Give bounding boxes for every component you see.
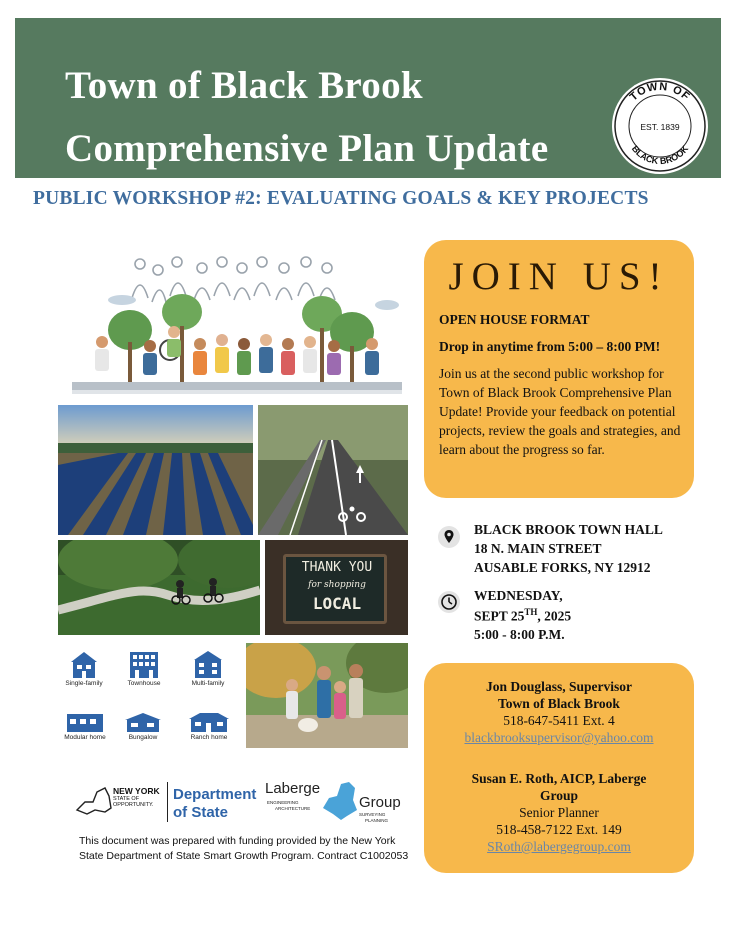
contact-2-title: Senior Planner [519,805,599,820]
laberge-logo-sub-3: SURVEYING [359,812,386,817]
modular-home-icon [66,712,104,732]
contact-1-name: Jon Douglass, Supervisor [486,679,632,694]
housing-label: Ranch home [190,734,228,741]
bungalow-icon [123,712,163,732]
laberge-logo-sub-2: ARCHITECTURE [275,806,311,811]
drop-in-hours: Drop in anytime from 5:00 – 8:00 PM! [439,339,661,354]
community-illustration [62,250,408,400]
event-day: WEDNESDAY, [474,588,563,603]
funding-note: This document was prepared with funding provided by the New York State Department of State Smart Growth Program. Contract C1002053 [79,835,409,862]
join-us-title: JOIN US! [448,255,670,298]
event-date [474,607,571,625]
ny-logo-line-2: STATE OF [113,796,140,802]
open-house-format: OPEN HOUSE FORMAT [439,312,590,327]
laberge-logo-sub-1: ENGINEERING [267,800,299,805]
dos-logo-line-1: Department [173,786,257,803]
ny-logo-line-1: NEW YORK [113,786,160,796]
housing-ranch [184,712,234,741]
sponsor-logos [75,780,415,824]
seal-top-text: TOWN OF [627,80,693,104]
solar-field-photo [58,405,253,535]
bike-lane-photo [258,405,408,535]
location-city: AUSABLE FORKS, NY 12912 [474,560,651,575]
clock-icon [438,591,460,613]
title-line-1: Town of Black Brook [65,64,423,107]
contacts-box [424,663,694,873]
town-seal [610,76,710,176]
multi-family-house-icon [192,650,224,678]
trail-cyclists-photo [58,540,260,635]
seal-bottom-text: BLACK BROOK [629,143,691,167]
housing-label: Single-family [65,680,103,687]
housing-bungalow [118,712,168,741]
townhouse-icon [128,650,160,678]
dos-logo-line-2: of State [173,804,229,821]
sign-line-2: for shopping [308,580,366,590]
seal-est-text: EST. 1839 [640,122,680,132]
ranch-home-icon [188,712,230,732]
location-street: 18 N. MAIN STREET [474,541,602,556]
contact-1-phone: 518-647-5411 Ext. 4 [503,713,615,728]
housing-label: Modular home [64,734,106,741]
join-us-box [424,240,694,498]
new-york-state-map-icon [75,786,113,816]
contact-2-name: Susan E. Roth, AICP, Laberge [471,771,647,786]
sign-line-3: LOCAL [312,594,362,613]
workshop-subtitle: PUBLIC WORKSHOP #2: EVALUATING GOALS & KEY PROJECTS [33,188,649,209]
housing-label: Townhouse [127,680,161,687]
contact-2-name-cont: Group [539,788,578,803]
location-name: BLACK BROOK TOWN HALL [474,522,663,537]
laberge-logo-sub-4: PLANNING [365,818,389,823]
contact-2-phone: 518-458-7122 Ext. 149 [496,822,622,837]
logo-divider [167,782,168,822]
housing-multi-family [184,650,232,687]
ny-logo-line-3: OPPORTUNITY. [113,802,154,808]
event-time: 5:00 - 8:00 P.M. [474,627,565,642]
housing-label: Multi-family [191,680,225,687]
join-description: Join us at the second public workshop for Town of Black Brook Comprehensive Plan Update! Provide your feedback on potential projects, review the goals and strategies, and learn about the progress so far. [439,366,681,457]
event-date-suffix: TH [524,607,538,617]
housing-townhouse [120,650,168,687]
contact-1-email-link[interactable]: blackbrooksupervisor@yahoo.com [464,730,654,745]
housing-modular [60,712,110,741]
shop-local-sign-photo [265,540,408,635]
single-family-house-icon [69,650,99,678]
housing-single-family [60,650,108,687]
sign-line-1: THANK YOU [301,560,373,575]
event-date-year: , 2025 [537,608,572,624]
laberge-logo-group: Group [359,794,401,811]
housing-label: Bungalow [128,734,158,741]
event-date-main: SEPT 25 [474,608,525,624]
contact-2-email-link[interactable]: SRoth@labergegroup.com [487,839,631,854]
header-banner [15,18,721,178]
family-walking-photo [246,643,408,748]
laberge-logo-name: Laberge [265,780,321,797]
location-pin-icon [438,526,460,548]
title-line-2: Comprehensive Plan Update [65,127,549,170]
laberge-map-icon [319,780,359,822]
contact-1-org: Town of Black Brook [498,696,620,711]
